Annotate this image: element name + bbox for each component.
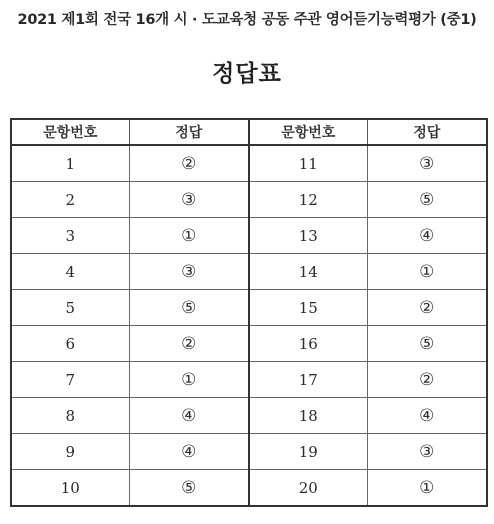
question-number: 18 — [249, 398, 367, 434]
table-row — [11, 398, 487, 434]
table-row — [11, 182, 487, 218]
table-row — [11, 362, 487, 398]
column-header-answer: 정답 — [367, 119, 487, 145]
question-number: 7 — [11, 362, 129, 398]
table-row — [11, 218, 487, 254]
answer-table-body — [11, 145, 487, 506]
answer-cell: ⑤ — [129, 290, 249, 326]
question-number: 9 — [11, 434, 129, 470]
answer-cell: ⑤ — [367, 326, 487, 362]
question-number: 3 — [11, 218, 129, 254]
question-number: 10 — [11, 470, 129, 507]
question-number: 15 — [249, 290, 367, 326]
column-header-question-number: 문항번호 — [249, 119, 367, 145]
answer-table-header — [11, 119, 487, 145]
page-title: 정답표 — [212, 60, 282, 87]
answer-cell: ① — [129, 218, 249, 254]
question-number: 12 — [249, 182, 367, 218]
answer-cell: ② — [367, 362, 487, 398]
header-row — [11, 119, 487, 145]
column-header-answer: 정답 — [129, 119, 249, 145]
answer-cell: ③ — [367, 434, 487, 470]
table-row — [11, 470, 487, 507]
answer-cell: ③ — [367, 145, 487, 182]
answer-table — [10, 118, 488, 507]
answer-cell: ① — [367, 254, 487, 290]
question-number: 1 — [11, 145, 129, 182]
table-row — [11, 290, 487, 326]
table-row — [11, 254, 487, 290]
question-number: 17 — [249, 362, 367, 398]
answer-cell: ⑤ — [129, 470, 249, 507]
answer-cell: ① — [367, 470, 487, 507]
question-number: 8 — [11, 398, 129, 434]
column-header-question-number: 문항번호 — [11, 119, 129, 145]
question-number: 5 — [11, 290, 129, 326]
question-number: 16 — [249, 326, 367, 362]
answer-cell: ④ — [367, 218, 487, 254]
question-number: 2 — [11, 182, 129, 218]
question-number: 14 — [249, 254, 367, 290]
answer-cell: ② — [367, 290, 487, 326]
answer-cell: ② — [129, 145, 249, 182]
answer-cell: ② — [129, 326, 249, 362]
answer-cell: ③ — [129, 182, 249, 218]
question-number: 20 — [249, 470, 367, 507]
question-number: 13 — [249, 218, 367, 254]
question-number: 19 — [249, 434, 367, 470]
table-row — [11, 145, 487, 182]
table-row — [11, 326, 487, 362]
table-row — [11, 434, 487, 470]
answer-cell: ③ — [129, 254, 249, 290]
exam-header: 2021 제1회 전국 16개 시 · 도교육청 공동 주관 영어듣기능력평가 (중1) — [17, 12, 477, 28]
answer-cell: ① — [129, 362, 249, 398]
question-number: 4 — [11, 254, 129, 290]
answer-cell: ④ — [129, 434, 249, 470]
question-number: 11 — [249, 145, 367, 182]
answer-cell: ④ — [129, 398, 249, 434]
question-number: 6 — [11, 326, 129, 362]
answer-cell: ⑤ — [367, 182, 487, 218]
answer-cell: ④ — [367, 398, 487, 434]
